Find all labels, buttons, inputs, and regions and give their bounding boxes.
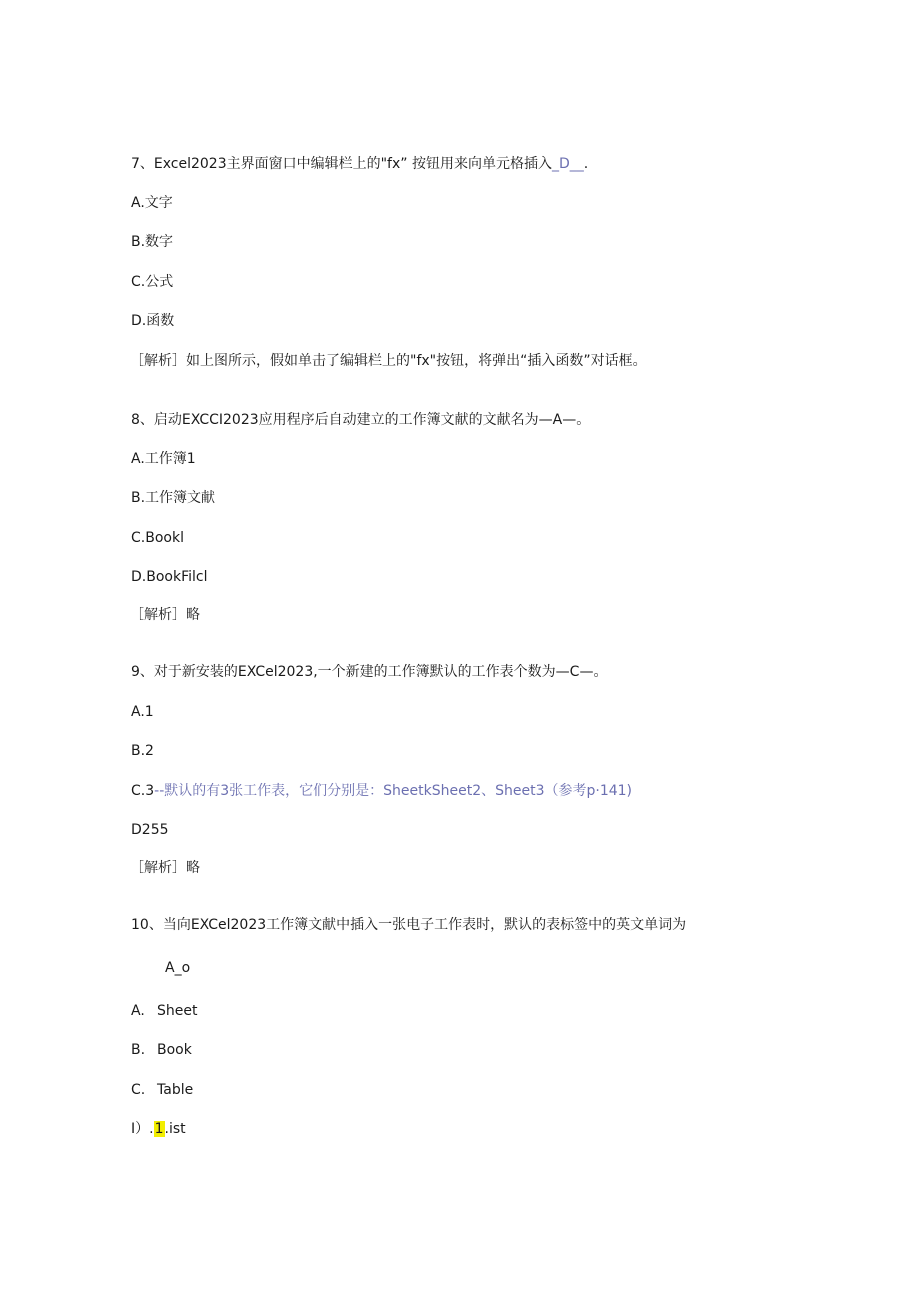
q9-option-c-note: --默认的有3张工作表，它们分别是：SheetkSheet2、Sheet3（参考p·141) — [154, 783, 633, 799]
q10-option-d-highlight: 1 — [154, 1121, 164, 1137]
q8-option-b: B.工作簿文献 — [131, 490, 216, 506]
q7-answer: _D__ — [551, 156, 584, 172]
q7-stem — [131, 154, 588, 174]
q10-option-d-prefix: I）. — [131, 1121, 154, 1137]
q10-stem: 10、当向EXCel2023工作簿文献中插入一张电子工作表时，默认的表标签中的英文单词为 — [131, 917, 687, 933]
q8-option-a: A.工作簿1 — [131, 451, 196, 467]
q10-option-b — [131, 1040, 192, 1060]
q7-stem-text: 7、Excel2023主界面窗口中编辑栏上的"fx” 按钮用来向单元格插入 — [131, 156, 552, 172]
q9-option-a: A.1 — [131, 704, 154, 720]
q10-option-a-text: Sheet — [157, 1003, 198, 1019]
q10-option-b-letter: B. — [131, 1042, 146, 1058]
q8-stem: 8、启动EXCCI2023应用程序后自动建立的工作簿文献的文献名为—A—。 — [131, 412, 591, 428]
q8-analysis: ［解析］略 — [130, 607, 200, 623]
q7-option-a: A.文字 — [131, 195, 173, 211]
q9-option-d: D255 — [131, 822, 169, 838]
q10-option-a — [131, 1001, 197, 1021]
q10-answer: A_o — [165, 960, 191, 976]
q9-analysis: ［解析］略 — [130, 860, 200, 876]
q7-analysis: ［解析］如上图所示，假如单击了编辑栏上的"fx"按钮，将弹出“插入函数”对话框。 — [130, 353, 647, 369]
q7-option-b: B.数字 — [131, 234, 174, 250]
q10-option-d-suffix: .ist — [164, 1121, 186, 1137]
q8-option-c: C.Bookl — [131, 530, 184, 546]
q10-option-a-letter: A. — [131, 1003, 145, 1019]
q10-option-c-text: Table — [157, 1082, 194, 1098]
q9-option-b: B.2 — [131, 743, 154, 759]
q8-option-d: D.BookFilcl — [131, 569, 208, 585]
q7-stem-end: . — [583, 156, 589, 172]
q10-option-c — [131, 1080, 193, 1100]
q7-option-c: C.公式 — [131, 274, 174, 290]
q9-option-c — [131, 781, 632, 801]
q10-option-c-letter: C. — [131, 1082, 146, 1098]
q9-option-c-prefix: C.3 — [131, 783, 155, 799]
q7-option-d: D.函数 — [131, 313, 175, 329]
q10-option-d — [131, 1119, 186, 1139]
q9-stem: 9、对于新安装的EXCel2023,一个新建的工作簿默认的工作表个数为—C—。 — [131, 664, 608, 680]
q10-option-b-text: Book — [157, 1042, 192, 1058]
